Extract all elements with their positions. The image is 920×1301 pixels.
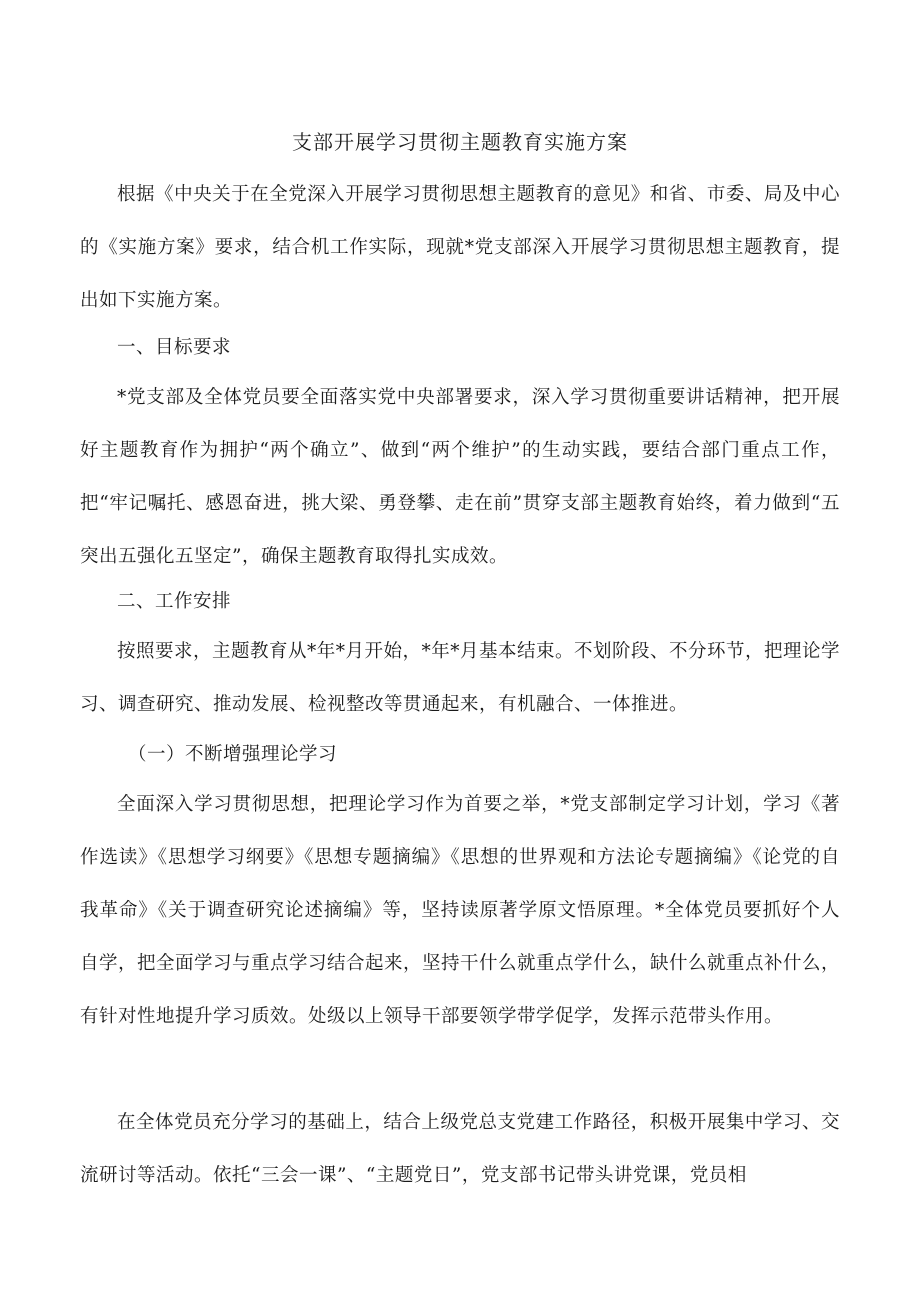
subsection-1-paragraph-1: 全面深入学习贯彻思想，把理论学习作为首要之举，*党支部制定学习计划，学习《著作选读》《思想学习纲要》《思想专题摘编》《思想的世界观和方法论专题摘编》《论党的自我革命》《关于调查研究论述摘编》等，坚持读原著学原文悟原理。*全体党员要抓好个人自学，把全面学习与重点学习结合起来，坚持干什么就重点学什么，缺什么就重点补什么，有针对性地提升学习质效。处级以上领导干部要领学带学促学，发挥示范带头作用。 bbox=[80, 794, 841, 1027]
intro-paragraph: 根据《中央关于在全党深入开展学习贯彻思想主题教育的意见》和省、市委、局及中心的《实施方案》要求，结合机工作实际，现就*党支部深入开展学习贯彻思想主题教育，提出如下实施方案。 bbox=[80, 184, 840, 311]
document-title: 支部开展学习贯彻主题教育实施方案 bbox=[292, 130, 628, 154]
subsection-1-heading: （一）不断增强理论学习 bbox=[128, 744, 338, 765]
section-2-paragraph: 按照要求，主题教育从*年*月开始，*年*月基本结束。不划阶段、不分环节，把理论学习、调查研究、推动发展、检视整改等贯通起来，有机融合、一体推进。 bbox=[80, 641, 841, 715]
subsection-1-paragraph-2: 在全体党员充分学习的基础上，结合上级党总支党建工作路径，积极开展集中学习、交流研讨等活动。依托“三会一课”、“主题党日”，党支部书记带头讲党课，党员相 bbox=[80, 1112, 840, 1186]
section-1-heading: 一、目标要求 bbox=[117, 337, 232, 358]
section-2-heading: 二、工作安排 bbox=[117, 591, 232, 612]
section-1-paragraph: *党支部及全体党员要全面落实党中央部署要求，深入学习贯彻重要讲话精神，把开展好主题教育作为拥护“两个确立”、做到“两个维护”的生动实践，要结合部门重点工作，把“牢记嘱托、感恩奋进，挑大梁、勇登攀、走在前”贯穿支部主题教育始终，着力做到“五突出五强化五坚定”，确保主题教育取得扎实成效。 bbox=[80, 387, 840, 567]
